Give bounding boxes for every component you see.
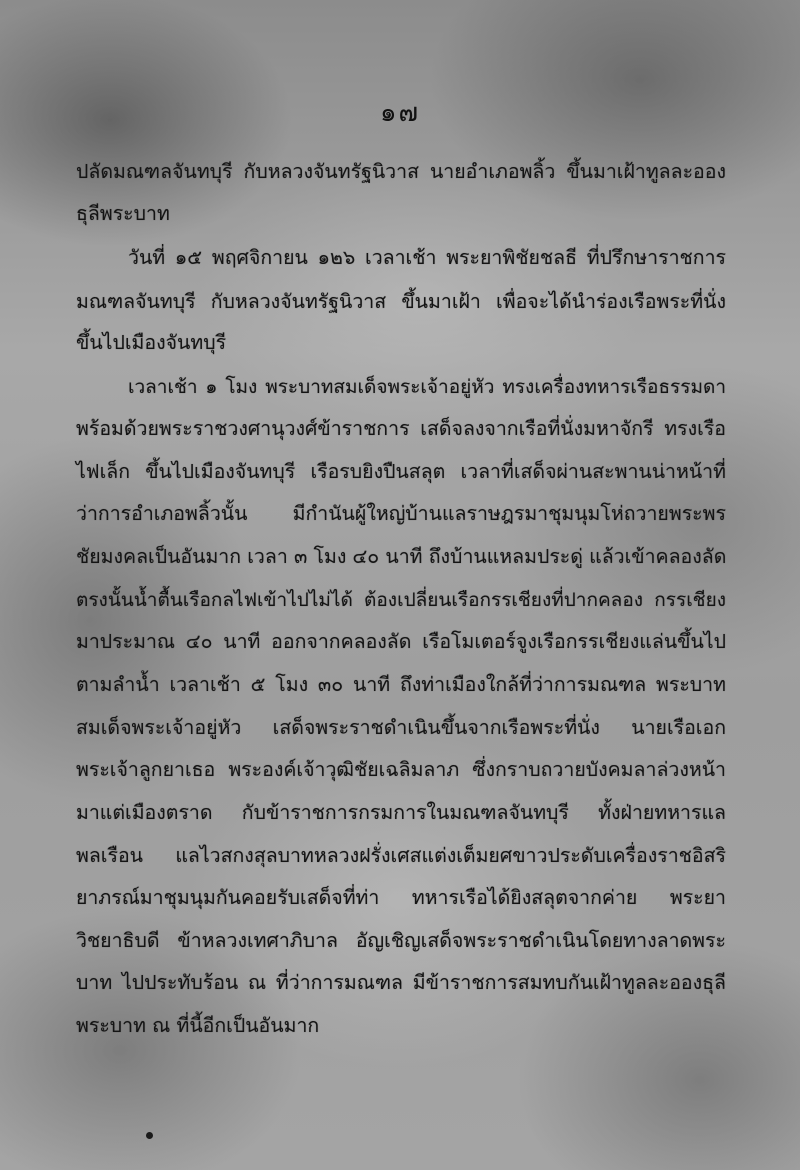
text-line: มาประมาณ ๔๐ นาที ออกจากคลองลัด เรือโมเตอร์จูงเรือกรรเชียงแล่นขึ้นไป [76,630,726,653]
text-line: ขึ้นไปเมืองจันทบุรี [76,331,227,354]
text-line: ตามลำน้ำ เวลาเช้า ๕ โมง ๓๐ นาที ถึงท่าเมืองใกล้ที่ว่าการมณฑล พระบาท [76,673,726,696]
text-line: ไฟเล็ก ขึ้นไปเมืองจันทบุรี เรือรบยิงปืนสลุต เวลาที่เสด็จผ่านสะพานน่าหน้าที่ [76,460,726,483]
text-line: ชัยมงคลเป็นอันมาก เวลา ๓ โมง ๔๐ นาที ถึงบ้านแหลมประดู่ แล้วเข้าคลองลัด [76,545,727,568]
page-number: ๑๗ [379,98,421,128]
text-line: วิชยาธิบดี ข้าหลวงเทศาภิบาล อัญเชิญเสด็จพระราชดำเนินโดยทางลาดพระ [76,929,726,952]
text-line: พระบาท ณ ที่นี้อีกเป็นอันมาก [76,1014,320,1037]
text-line: เวลาเช้า ๑ โมง พระบาทสมเด็จพระเจ้าอยู่หัว ทรงเครื่องทหารเรือธรรมดา [128,376,726,398]
text-line: พลเรือน แลไวสกงสุลบาทหลวงฝรั่งเศสแต่งเต็มยศขาวประดับเครื่องราชอิสริ [76,844,726,867]
text-line: ว่าการอำเภอพลิ้วนั้น มีกำนันผู้ใหญ่บ้านแลราษฎรมาชุมนุมโห่ถวายพระพร [76,502,726,525]
text-line: วันที่ ๑๕ พฤศจิกายน ๑๒๖ เวลาเช้า พระยาพิชัยชลธี ที่ปรึกษาราชการ [128,246,726,269]
text-line: สมเด็จพระเจ้าอยู่หัว เสด็จพระราชดำเนินขึ้นจากเรือพระที่นั่ง นายเรือเอก [76,716,726,739]
text-line: พระเจ้าลูกยาเธอ พระองค์เจ้าวุฒิชัยเฉลิมลาภ ซึ่งกราบถวายบังคมลาล่วงหน้า [76,758,726,781]
ink-speck [146,1132,153,1139]
text-line: ตรงนั้นน้ำตื้นเรือกลไฟเข้าไปไม่ได้ ต้องเปลี่ยนเรือกรรเชียงที่ปากคลอง กรรเชียง [76,589,726,611]
text-line: มณฑลจันทบุรี กับหลวงจันทรัฐนิวาส ขึ้นมาเฝ้า เพื่อจะได้นำร่องเรือพระที่นั่ง [76,290,726,313]
text-line: พร้อมด้วยพระราชวงศานุวงศ์ข้าราชการ เสด็จลงจากเรือที่นั่งมหาจักรี ทรงเรือ [76,417,726,440]
text-line: ธุลีพระบาท [76,202,170,225]
text-line: ปลัดมณฑลจันทบุรี กับหลวงจันทรัฐนิวาส นายอำเภอพลิ้ว ขึ้นมาเฝ้าทูลละออง [76,160,726,183]
text-line: ยาภรณ์มาชุมนุมกันคอยรับเสด็จที่ท่า ทหารเรือได้ยิงสลุตจากค่าย พระยา [76,886,726,909]
text-line: มาแต่เมืองตราด กับข้าราชการกรมการในมณฑลจันทบุรี ทั้งฝ่ายทหารแล [76,801,726,824]
text-line: บาท ไปประทับร้อน ณ ที่ว่าการมณฑล มีข้าราชการสมทบกันเฝ้าทูลละอองธุลี [76,971,726,994]
